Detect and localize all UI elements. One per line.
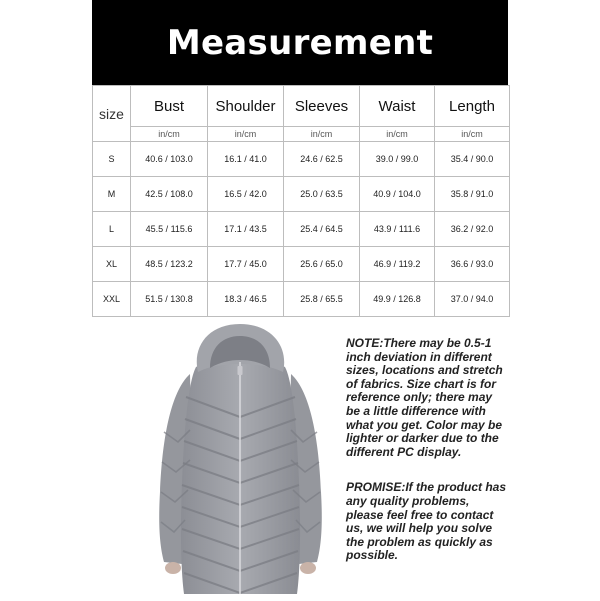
measurement-cell: 43.9 / 111.6 — [360, 212, 435, 247]
measurement-cell: 17.1 / 43.5 — [208, 212, 284, 247]
column-header-sleeves: Sleeves — [284, 86, 360, 127]
size-chart-table — [92, 85, 510, 317]
measurement-cell: 17.7 / 45.0 — [208, 247, 284, 282]
measurement-cell: 45.5 / 115.6 — [131, 212, 208, 247]
note-text: NOTE:There may be 0.5-1 inch deviation in different sizes, locations and stretch of fabrics. Size chart is for reference only; there may be a little difference with what you get. Color may be lighter or darker due to the different PC display. — [346, 336, 503, 459]
size-label: L — [93, 212, 131, 247]
measurement-cell: 16.1 / 41.0 — [208, 142, 284, 177]
table-row — [93, 177, 510, 212]
measurement-cell: 35.8 / 91.0 — [435, 177, 510, 212]
column-header-waist: Waist — [360, 86, 435, 127]
table-row — [93, 282, 510, 317]
measurement-cell: 35.4 / 90.0 — [435, 142, 510, 177]
size-label: XXL — [93, 282, 131, 317]
column-header-shoulder: Shoulder — [208, 86, 284, 127]
measurement-cell: 25.4 / 64.5 — [284, 212, 360, 247]
column-header-bust: Bust — [131, 86, 208, 127]
unit-label: in/cm — [208, 127, 284, 142]
measurement-cell: 37.0 / 94.0 — [435, 282, 510, 317]
measurement-cell: 40.6 / 103.0 — [131, 142, 208, 177]
table-row — [93, 247, 510, 282]
size-label: XL — [93, 247, 131, 282]
size-column-header: size — [93, 86, 131, 142]
measurement-cell: 36.6 / 93.0 — [435, 247, 510, 282]
table-row — [93, 212, 510, 247]
size-label: S — [93, 142, 131, 177]
promise-text: PROMISE:If the product has any quality problems, please feel free to contact us, we will help you solve the problem as quickly as possible. — [346, 480, 507, 563]
unit-label: in/cm — [360, 127, 435, 142]
measurement-cell: 46.9 / 119.2 — [360, 247, 435, 282]
notes-panel — [346, 337, 506, 563]
measurement-cell: 49.9 / 126.8 — [360, 282, 435, 317]
measurement-cell: 25.8 / 65.5 — [284, 282, 360, 317]
unit-label: in/cm — [284, 127, 360, 142]
measurement-cell: 25.0 / 63.5 — [284, 177, 360, 212]
hooded-coat-image — [148, 322, 333, 596]
size-label: M — [93, 177, 131, 212]
table-header-row — [93, 86, 510, 127]
measurement-cell: 40.9 / 104.0 — [360, 177, 435, 212]
unit-label: in/cm — [131, 127, 208, 142]
measurement-cell: 51.5 / 130.8 — [131, 282, 208, 317]
table-row — [93, 142, 510, 177]
measurement-cell: 36.2 / 92.0 — [435, 212, 510, 247]
measurement-cell: 24.6 / 62.5 — [284, 142, 360, 177]
page-title: Measurement — [166, 22, 434, 63]
product-photo — [148, 322, 333, 596]
measurement-cell: 39.0 / 99.0 — [360, 142, 435, 177]
measurement-cell: 25.6 / 65.0 — [284, 247, 360, 282]
measurement-cell: 48.5 / 123.2 — [131, 247, 208, 282]
measurement-cell: 18.3 / 46.5 — [208, 282, 284, 317]
unit-label: in/cm — [435, 127, 510, 142]
header-banner — [92, 0, 508, 85]
column-header-length: Length — [435, 86, 510, 127]
measurement-cell: 42.5 / 108.0 — [131, 177, 208, 212]
unit-row — [93, 127, 510, 142]
measurement-cell: 16.5 / 42.0 — [208, 177, 284, 212]
